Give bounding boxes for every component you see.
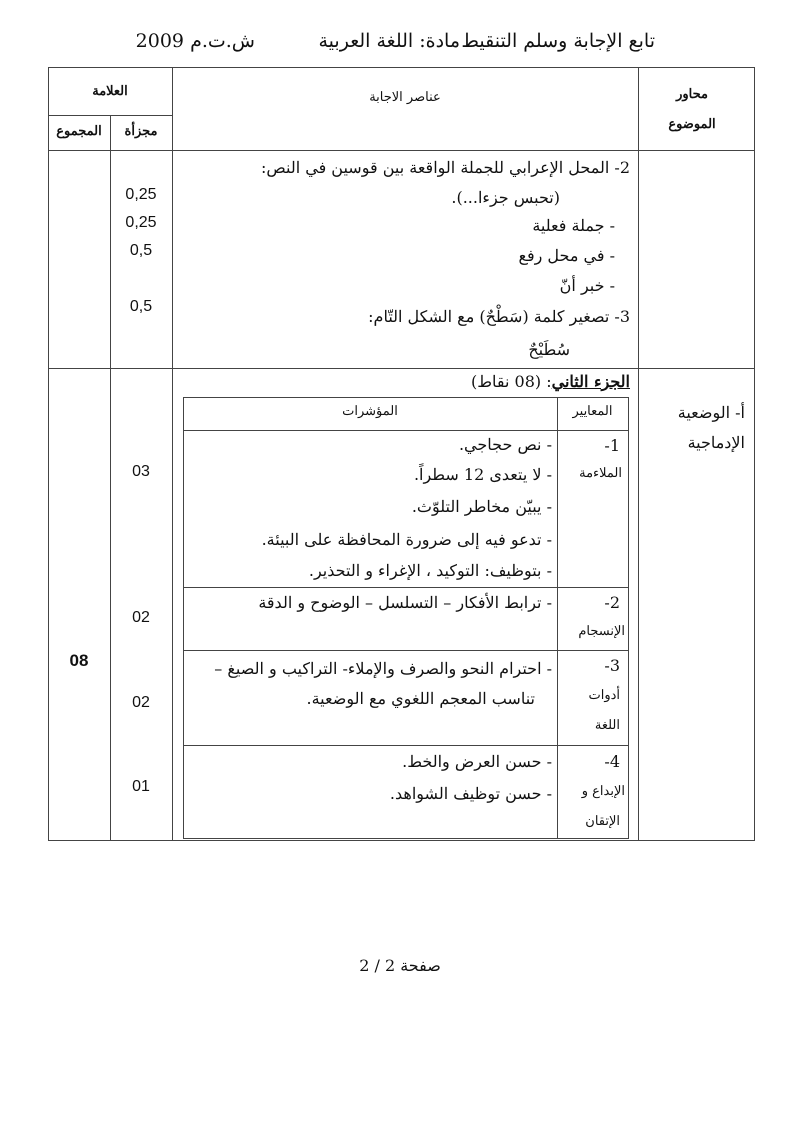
- criterion-3-indicator-2: تناسب المعجم اللغوي مع الوضعية.: [306, 689, 535, 708]
- criterion-4-indicator-2: - حسن توظيف الشواهد.: [389, 784, 552, 803]
- criterion-1-indicator-5: - بتوظيف: التوكيد ، الإغراء و التحذير.: [308, 561, 552, 580]
- header-session: ش.ت.م 2009: [135, 30, 255, 52]
- page-number: صفحة 2 / 2: [359, 956, 441, 975]
- part-points: : (08 نقاط): [470, 372, 552, 391]
- axis-title: أ- الوضعية الإدماجية: [677, 403, 745, 452]
- criterion-3-number: 3-: [604, 656, 620, 675]
- inner-row-divider-1: [183, 587, 629, 588]
- criterion-4-name-line-1: الإبداع و: [581, 784, 625, 799]
- criterion-1-name: الملاءمة: [579, 466, 622, 481]
- elements-header: عناصر الاجابة: [369, 90, 441, 105]
- inner-row-divider-2: [183, 650, 629, 651]
- part-label: الجزء الثاني: [551, 372, 630, 391]
- col-divider-axes: [638, 67, 639, 841]
- criterion-2-number: 2-: [604, 593, 620, 612]
- criterion-1-number: 1-: [604, 436, 620, 455]
- inner-border-right: [628, 397, 629, 839]
- question-2-quote: (تحبس جزءا...).: [451, 188, 560, 207]
- answer-2: - في محل رفع: [518, 246, 615, 265]
- criterion-3-indicator-1: - احترام النحو والصرف والإملاء- التراكيب و الصيغ –: [214, 659, 552, 678]
- inner-border-top: [183, 397, 629, 398]
- criterion-3-name-line-1: أدوات: [588, 688, 620, 703]
- axes-header: محاور الموضوع: [668, 87, 716, 132]
- table-border-left: [48, 67, 49, 841]
- criteria-header: المعايير: [572, 404, 613, 419]
- mark-a3: 0,5: [129, 242, 153, 259]
- table-border-top: [48, 67, 755, 68]
- grade-header: العلامة: [92, 84, 128, 99]
- total-header: المجموع: [56, 124, 102, 139]
- indicators-header: المؤشرات: [342, 404, 398, 419]
- criterion-3-mark: 02: [132, 694, 150, 711]
- question-3: 3- تصغير كلمة (سَطْحٌ) مع الشكل التّام:: [368, 307, 630, 326]
- question-2: 2- المحل الإعرابي للجملة الواقعة بين قوسين في النص:: [261, 158, 630, 177]
- table-border-right: [754, 67, 755, 841]
- mark-a1: 0,25: [125, 186, 157, 203]
- criterion-4-mark: 01: [132, 778, 150, 795]
- criterion-4-indicator-1: - حسن العرض والخط.: [402, 752, 552, 771]
- header-subject: مادة: اللغة العربية: [318, 30, 460, 52]
- mark-a4: 0,5: [129, 298, 153, 315]
- header-title: تابع الإجابة وسلم التنقيط: [461, 30, 655, 52]
- section-divider: [48, 368, 755, 369]
- table-border-bottom: [48, 840, 755, 841]
- criterion-2-mark: 02: [132, 609, 150, 626]
- inner-row-divider-3: [183, 745, 629, 746]
- col-divider-partial: [172, 67, 173, 841]
- answer-4: سُطَيْحٌ: [528, 340, 570, 359]
- inner-border-bottom: [183, 838, 629, 839]
- section-total: 08: [69, 651, 89, 670]
- header-row-bottom: [48, 150, 755, 151]
- grade-subheader-line: [48, 115, 173, 116]
- partial-header: مجزأة: [124, 124, 158, 139]
- criterion-2-indicator-1: - ترابط الأفكار – التسلسل – الوضوح و الدقة: [258, 593, 552, 612]
- inner-header-bottom: [183, 430, 629, 431]
- criterion-4-number: 4-: [604, 752, 620, 771]
- criterion-3-name-line-2: اللغة: [594, 718, 620, 733]
- answer-1: - جملة فعلية: [532, 216, 615, 235]
- criterion-4-name-line-2: الإتقان: [585, 814, 620, 829]
- page-header: [130, 30, 655, 60]
- mark-a2: 0,25: [125, 214, 157, 231]
- criterion-2-name: الإنسجام: [578, 624, 625, 639]
- criterion-1-indicator-1: - نص حجاجي.: [458, 435, 552, 454]
- criterion-1-indicator-3: - يبيّن مخاطر التلوّث.: [411, 497, 552, 516]
- answer-3: - خبر أنّ: [559, 276, 615, 295]
- criterion-1-mark: 03: [132, 463, 150, 480]
- inner-col-divider: [557, 397, 558, 839]
- inner-border-left: [183, 397, 184, 839]
- part-heading: [471, 372, 630, 391]
- criterion-1-indicator-2: - لا يتعدى 12 سطراً.: [413, 465, 552, 484]
- criterion-1-indicator-4: - تدعو فيه إلى ضرورة المحافظة على البيئة.: [261, 530, 552, 549]
